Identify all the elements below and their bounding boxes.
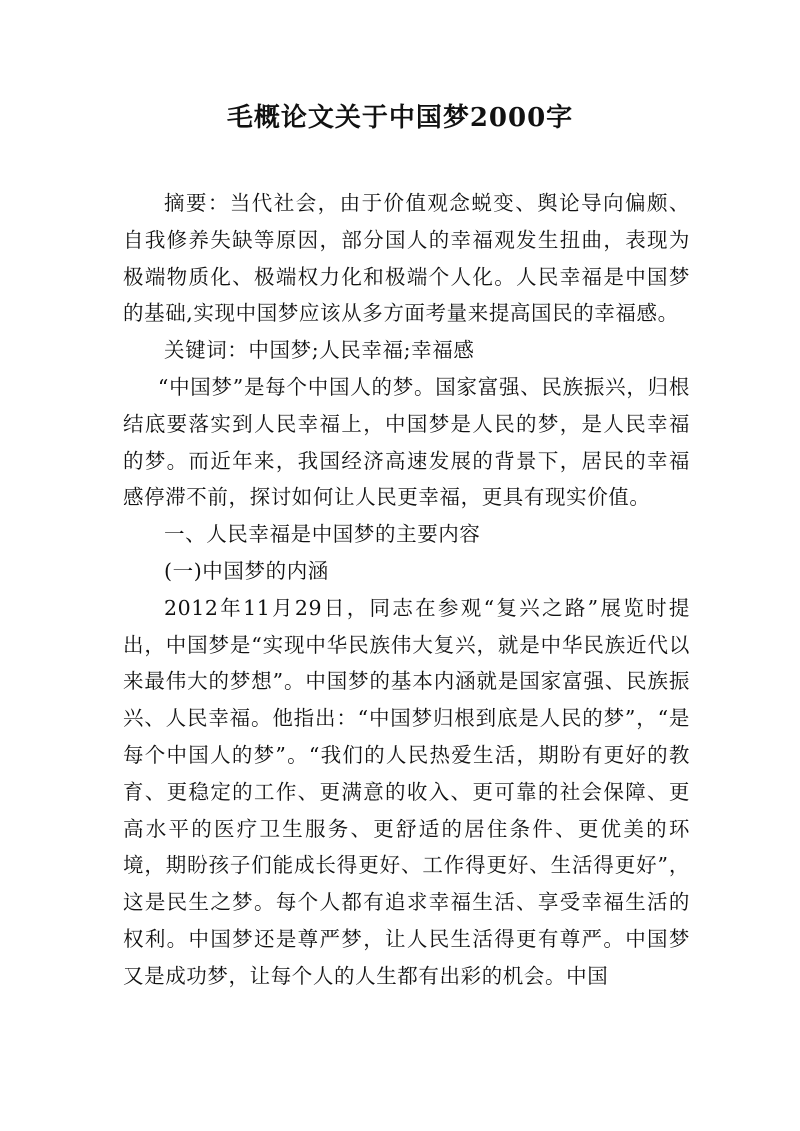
content-paragraph: 2012年11月29日，同志在参观“复兴之路”展览时提出，中国梦是“实现中华民族伟大复兴，就是中华民族近代以来最伟大的梦想”。中国梦的基本内涵就是国家富强、民族振兴、人民幸福。他指出：“中国梦归根到底是人民的梦”，“是每个中国人的梦”。“我们的人民热爱生活，期盼有更好的教育、更稳定的工作、更满意的收入、更可靠的社会保障、更高水平的医疗卫生服务、更舒适的居住条件、更优美的环境，期盼孩子们能成长得更好、工作得更好、生活得更好”，这是民生之梦。每个人都有追求幸福生活、享受幸福生活的权利。中国梦还是尊严梦，让人民生活得更有尊严。中国梦又是成功梦，让每个人的人生都有出彩的机会。中国 (123, 595, 690, 988)
section-heading: 一、人民幸福是中国梦的主要内容 (164, 522, 481, 547)
document-body (123, 185, 690, 995)
keywords-paragraph: 关键词：中国梦;人民幸福;幸福感 (164, 338, 475, 363)
intro-paragraph: “中国梦”是每个中国人的梦。国家富强、民族振兴，归根结底要落实到人民幸福上，中国梦是人民的梦，是人民幸福的梦。而近年来，我国经济高速发展的背景下，居民的幸福感停滞不前，探讨如何让人民更幸福，更具有现实价值。 (123, 374, 690, 510)
document-title: 毛概论文关于中国梦2000字 (226, 103, 574, 133)
subsection-heading: (一)中国梦的内涵 (164, 558, 329, 583)
abstract-paragraph: 摘要：当代社会，由于价值观念蜕变、舆论导向偏颇、自我修养失缺等原因，部分国人的幸福观发生扭曲，表现为极端物质化、极端权力化和极端个人化。人民幸福是中国梦的基础,实现中国梦应该从多方面考量来提高国民的幸福感。 (123, 191, 690, 326)
